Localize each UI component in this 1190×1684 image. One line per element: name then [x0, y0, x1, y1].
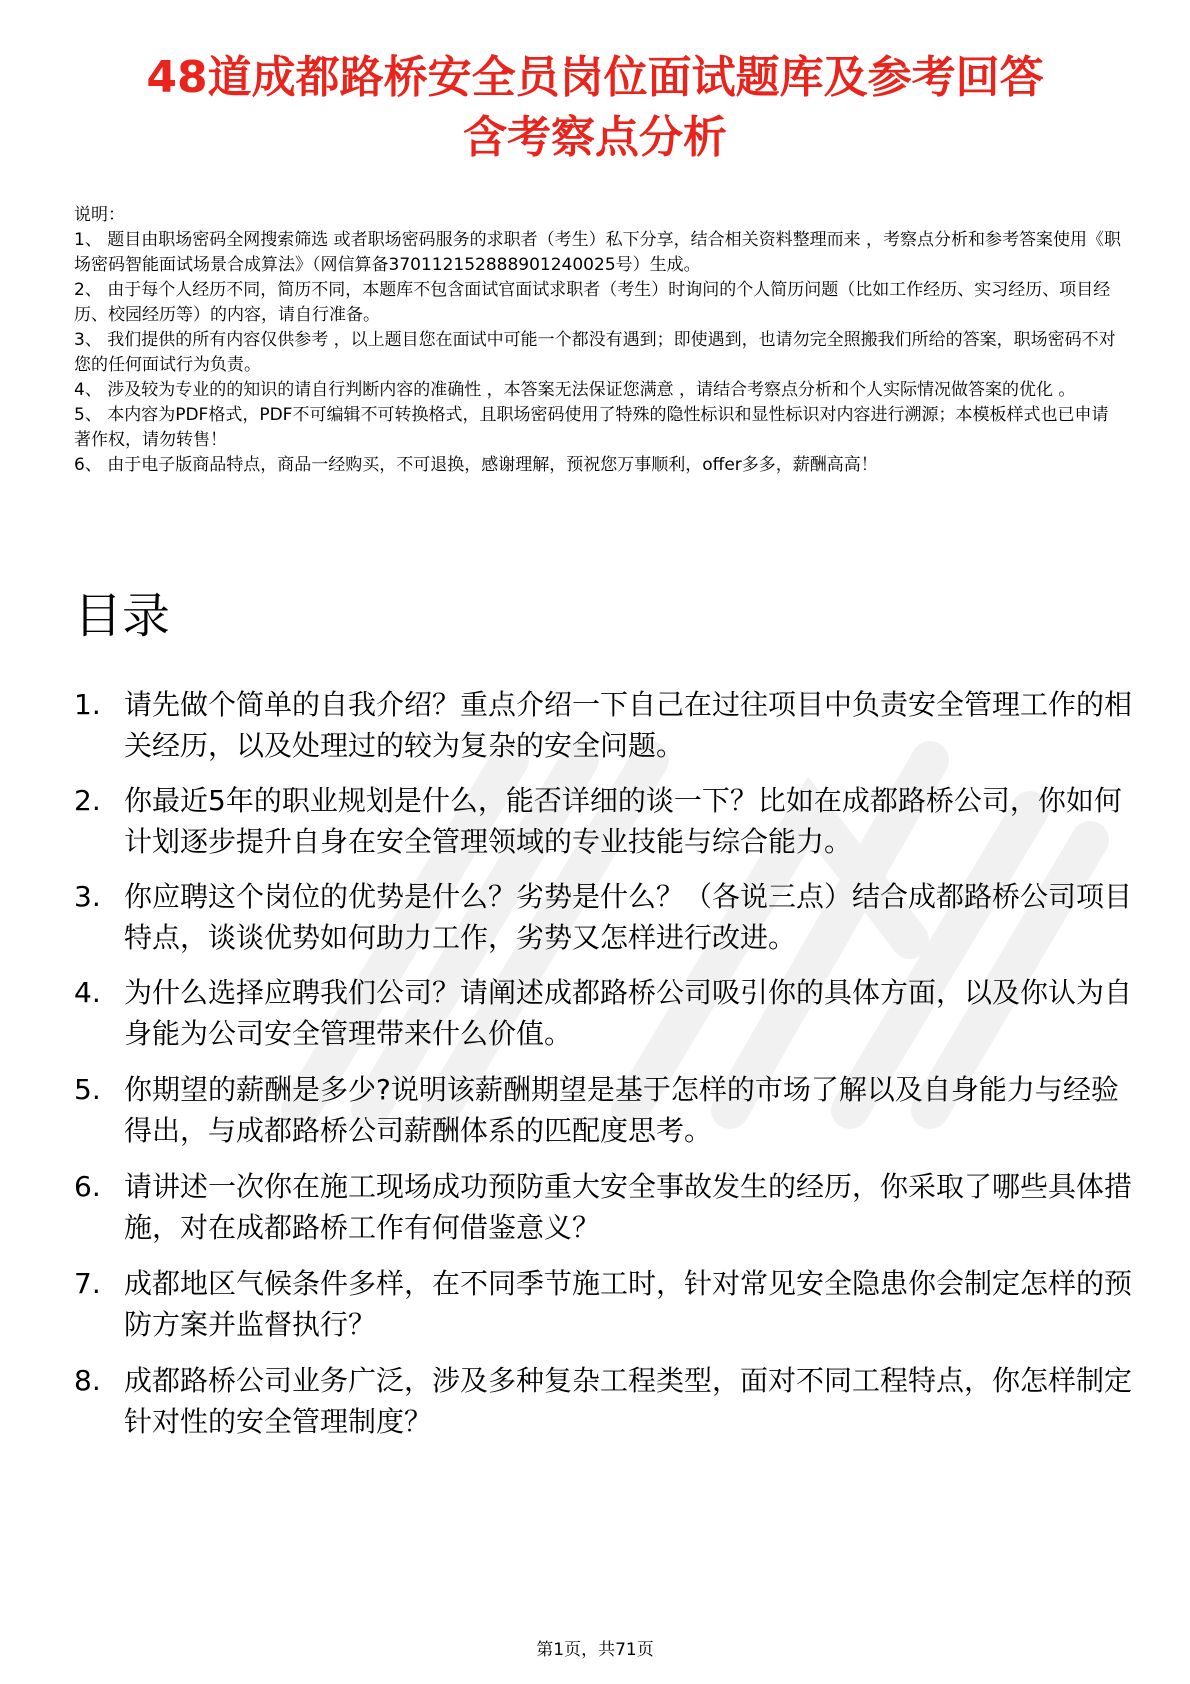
toc-item-number: 7.	[74, 1267, 101, 1300]
toc-item-question: 成都地区气候条件多样，在不同季节施工时，针对常见安全隐患你会制定怎样的预防方案并监督执行？	[124, 1267, 1133, 1341]
toc-item-question: 成都路桥公司业务广泛，涉及多种复杂工程类型，面对不同工程特点，你怎样制定针对性的安全管理制度？	[124, 1364, 1133, 1438]
toc-item-number: 8.	[74, 1364, 101, 1397]
notes-section	[74, 203, 1124, 478]
toc-item-number: 4.	[74, 976, 101, 1009]
notes-item-3: 3、 我们提供的所有内容仅供参考 ，以上题目您在面试中可能一个都没有遇到；即使遇到，也请勿完全照搬我们所给的答案，职场密码不对您的任何面试行为负责。	[74, 330, 1116, 375]
notes-item-6: 6、 由于电子版商品特点，商品一经购买，不可退换，感谢理解，预祝您万事顺利，offer多多，薪酬高高！	[74, 455, 878, 475]
toc-item-number: 5.	[74, 1073, 101, 1106]
toc-item-8[interactable]	[74, 1360, 1134, 1442]
document-title	[60, 48, 1130, 168]
toc-item-2[interactable]	[74, 780, 1134, 862]
notes-heading: 说明：	[74, 205, 125, 225]
toc-item-question: 请先做个简单的自我介绍？重点介绍一下自己在过往项目中负责安全管理工作的相关经历，以及处理过的较为复杂的安全问题。	[124, 688, 1133, 762]
document-title-line-2: 含考察点分析	[463, 112, 727, 163]
toc-item-question: 请讲述一次你在施工现场成功预防重大安全事故发生的经历，你采取了哪些具体措施，对在成都路桥工作有何借鉴意义？	[124, 1170, 1133, 1244]
toc-item-number: 1.	[74, 688, 101, 721]
toc-heading: 目录	[74, 588, 171, 644]
toc-list	[74, 684, 1134, 1442]
toc-item-question: 你期望的薪酬是多少?说明该薪酬期望是基于怎样的市场了解以及自身能力与经验得出，与成都路桥公司薪酬体系的匹配度思考。	[124, 1073, 1119, 1147]
page-number: 第1页，共71页	[536, 1640, 654, 1660]
notes-item-5: 5、 本内容为PDF格式，PDF不可编辑不可转换格式，且职场密码使用了特殊的隐性标识和显性标识对内容进行溯源；本模板样式也已申请著作权，请勿转售！	[74, 405, 1109, 450]
toc-item-number: 3.	[74, 880, 101, 913]
toc-item-3[interactable]	[74, 876, 1134, 958]
toc-item-7[interactable]	[74, 1263, 1134, 1345]
toc-item-number: 2.	[74, 784, 101, 817]
document-title-line-1: 48道成都路桥安全员岗位面试题库及参考回答	[146, 52, 1044, 103]
toc-item-question: 为什么选择应聘我们公司？请阐述成都路桥公司吸引你的具体方面，以及你认为自身能为公司安全管理带来什么价值。	[124, 976, 1133, 1050]
toc-item-1[interactable]	[74, 684, 1134, 766]
notes-item-1: 1、 题目由职场密码全网搜索筛选 或者职场密码服务的求职者（考生）私下分享，结合相关资料整理而来 ，考察点分析和参考答案使用《职场密码智能面试场景合成算法》（网信算备370112152888901240025号）生成。	[74, 230, 1122, 275]
toc-item-4[interactable]	[74, 972, 1134, 1054]
toc-item-6[interactable]	[74, 1166, 1134, 1248]
toc-item-question: 你应聘这个岗位的优势是什么？劣势是什么？（各说三点）结合成都路桥公司项目特点，谈谈优势如何助力工作，劣势又怎样进行改进。	[124, 880, 1133, 954]
notes-item-4: 4、 涉及较为专业的的知识的请自行判断内容的准确性 ，本答案无法保证您满意 ，请结合考察点分析和个人实际情况做答案的优化 。	[74, 380, 1076, 400]
toc-item-5[interactable]	[74, 1069, 1134, 1151]
toc-item-number: 6.	[74, 1170, 101, 1203]
notes-item-2: 2、 由于每个人经历不同，简历不同，本题库不包含面试官面试求职者（考生）时询问的个人简历问题（比如工作经历、实习经历、项目经历、校园经历等）的内容，请自行准备。	[74, 280, 1111, 325]
toc-item-question: 你最近5年的职业规划是什么，能否详细的谈一下？比如在成都路桥公司，你如何计划逐步提升自身在安全管理领域的专业技能与综合能力。	[124, 784, 1122, 858]
